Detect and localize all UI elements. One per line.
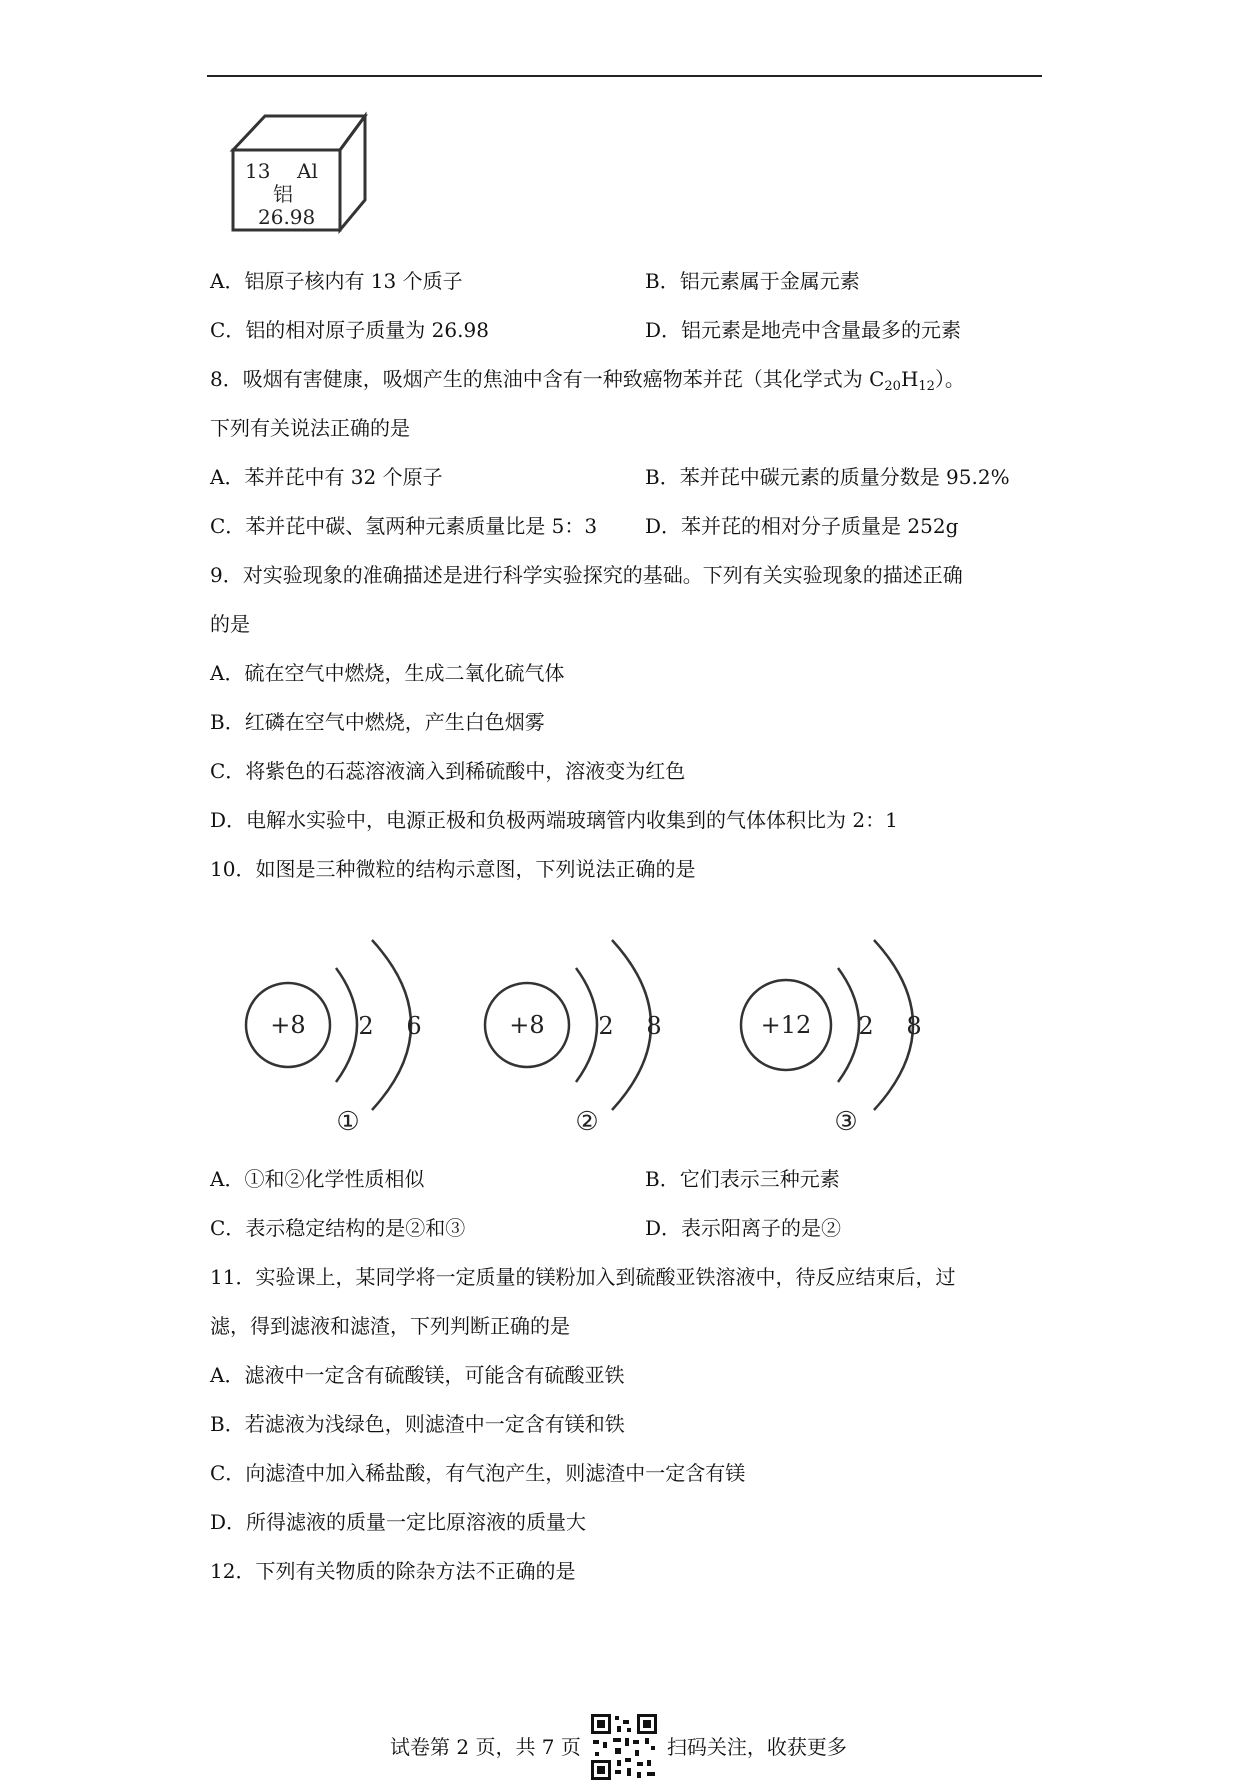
q11-option-c: C．向滤渣中加入稀盐酸，有气泡产生，则滤渣中一定含有镁 xyxy=(210,1461,746,1485)
q9-option-b: B．红磷在空气中燃烧，产生白色烟雾 xyxy=(210,710,545,734)
nucleus-charge-2: +8 xyxy=(509,1011,545,1039)
qr-code-icon[interactable] xyxy=(589,1712,659,1782)
q10-stem: 10．如图是三种微粒的结构示意图，下列说法正确的是 xyxy=(210,857,696,881)
q7-option-b: B．铝元素属于金属元素 xyxy=(645,269,860,293)
q11-option-d: D．所得滤液的质量一定比原溶液的质量大 xyxy=(210,1510,587,1534)
tile-symbol: Al xyxy=(297,159,318,183)
q9-option-d: D．电解水实验中，电源正极和负极两端玻璃管内收集到的气体体积比为 2：1 xyxy=(210,808,898,832)
particle-label-2: ② xyxy=(575,1107,599,1137)
q11-stem-line1: 11．实验课上，某同学将一定质量的镁粉加入到硫酸亚铁溶液中，待反应结束后，过 xyxy=(210,1265,956,1289)
q9-stem-line1: 9．对实验现象的准确描述是进行科学实验探究的基础。下列有关实验现象的描述正确 xyxy=(210,563,963,587)
shell1-arc-2 xyxy=(576,968,597,1082)
particle-label-3: ③ xyxy=(834,1107,858,1137)
page-footer xyxy=(390,1712,847,1782)
shell2-arc-1 xyxy=(372,940,411,1110)
q8-option-c: C．苯并芘中碳、氢两种元素质量比是 5：3 xyxy=(210,514,598,538)
q8-option-d: D．苯并芘的相对分子质量是 252g xyxy=(645,514,959,538)
shell2-count-3: 8 xyxy=(906,1012,922,1040)
shell2-count-2: 8 xyxy=(646,1012,662,1040)
shell1-count-2: 2 xyxy=(598,1012,614,1040)
q9-option-c: C．将紫色的石蕊溶液滴入到稀硫酸中，溶液变为红色 xyxy=(210,759,686,783)
q7-option-d: D．铝元素是地壳中含量最多的元素 xyxy=(645,318,962,342)
nucleus-charge-3: +12 xyxy=(760,1011,812,1039)
q9-option-a: A．硫在空气中燃烧，生成二氧化硫气体 xyxy=(210,661,565,685)
q10-option-a: A．①和②化学性质相似 xyxy=(210,1167,425,1191)
q10-option-d: D．表示阳离子的是② xyxy=(645,1216,842,1240)
tile-number: 13 xyxy=(245,159,271,183)
q10-option-b: B．它们表示三种元素 xyxy=(645,1167,840,1191)
tile-name: 铝 xyxy=(273,182,293,206)
q8-option-a: A．苯并芘中有 32 个原子 xyxy=(210,465,443,489)
shell2-arc-2 xyxy=(612,940,651,1110)
q9-stem-line2: 的是 xyxy=(210,612,250,636)
q7-option-a: A．铝原子核内有 13 个质子 xyxy=(210,269,463,293)
shell2-count-1: 6 xyxy=(406,1012,422,1040)
scan-follow-text: 扫码关注，收获更多 xyxy=(666,1735,847,1759)
shell1-count-1: 2 xyxy=(358,1012,374,1040)
q12-stem: 12．下列有关物质的除杂方法不正确的是 xyxy=(210,1559,576,1583)
shell1-arc-1 xyxy=(336,968,357,1082)
q10-option-c: C．表示稳定结构的是②和③ xyxy=(210,1216,466,1240)
shell1-arc-3 xyxy=(838,968,859,1082)
particle-label-1: ① xyxy=(336,1107,360,1137)
q7-option-c: C．铝的相对原子质量为 26.98 xyxy=(210,318,489,342)
q11-option-b: B．若滤液为浅绿色，则滤渣中一定含有镁和铁 xyxy=(210,1412,625,1436)
shell1-count-3: 2 xyxy=(858,1012,874,1040)
q8-stem-line1: 8．吸烟有害健康，吸烟产生的焦油中含有一种致癌物苯并芘（其化学式为 $C_{20}H_{12}$）。 xyxy=(210,367,965,394)
q11-stem-line2: 滤，得到滤液和滤渣，下列判断正确的是 xyxy=(210,1314,570,1338)
q8-stem-line2: 下列有关说法正确的是 xyxy=(210,416,410,440)
page-number-text: 试卷第 2 页，共 7 页 xyxy=(390,1735,581,1759)
nucleus-charge-1: +8 xyxy=(270,1011,306,1039)
q11-option-a: A．滤液中一定含有硫酸镁，可能含有硫酸亚铁 xyxy=(210,1363,625,1387)
tile-mass: 26.98 xyxy=(258,205,316,229)
q8-option-b: B．苯并芘中碳元素的质量分数是 95.2% xyxy=(645,465,1010,489)
